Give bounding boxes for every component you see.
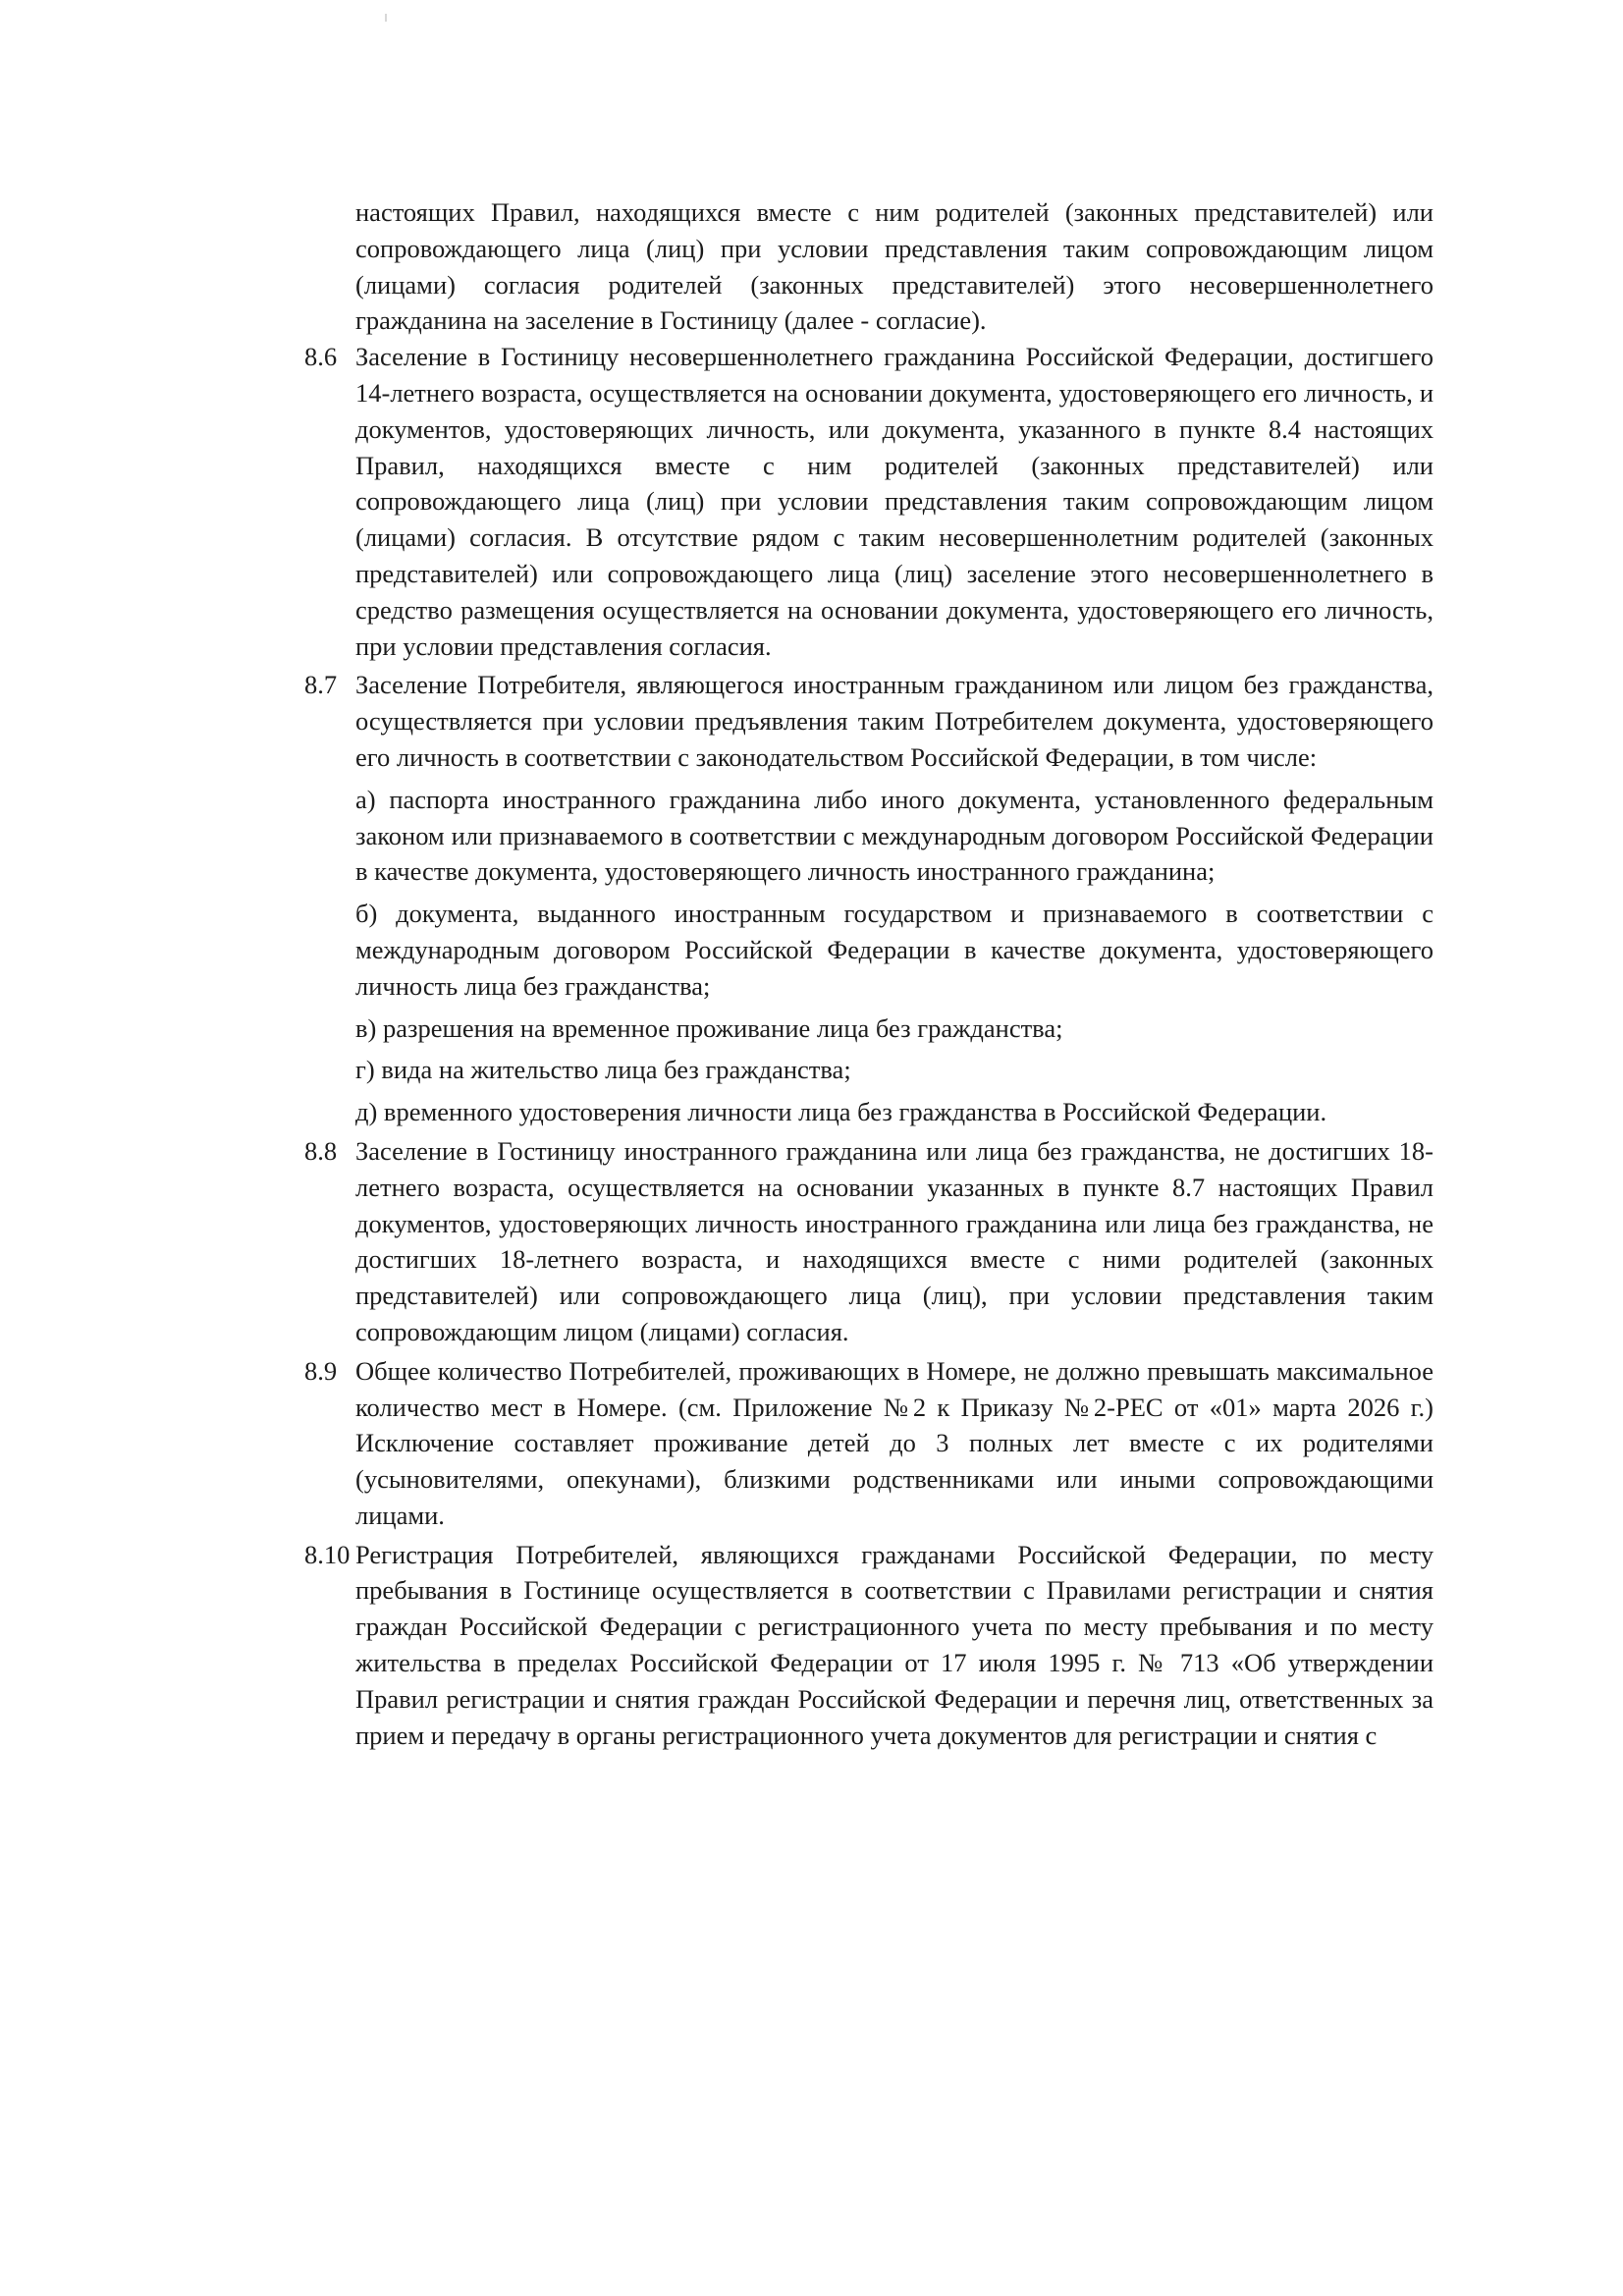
clause-number: 8.9: [304, 1355, 338, 1386]
subitem-a: а) паспорта иностранного гражданина либо иного документа, установленного федеральным законом или признаваемого в соответствии с международным договором Российской Федерации в качестве документа, удостоверяющего личность иностранного гражданина;: [355, 784, 1434, 887]
clause-text: Общее количество Потребителей, проживающих в Номере, не должно превышать максимальное количество мест в Номере. (см. Приложение №2 к Приказу №2-РЕС от «01» марта 2026 г.) Исключение составляет проживание детей до 3 полных лет вместе с их родителями (усыновителями, опекунами), близкими родственниками или иными сопровождающими лицами.: [355, 1355, 1434, 1530]
clause-number: 8.8: [304, 1135, 338, 1166]
clause-8-6: [304, 339, 1434, 664]
document-body: [304, 194, 1434, 1753]
intro-paragraph: настоящих Правил, находящихся вместе с ним родителей (законных представителей) или сопровождающего лица (лиц) при условии представления таким сопровождающим лицом (лицами) согласия родителей (законных представителей) этого несовершеннолетнего гражданина на заселение в Гостиницу (далее - согласие).: [355, 197, 1434, 336]
subitem-g: г) вида на жительство лица без гражданства;: [355, 1055, 851, 1085]
clause-number: 8.6: [304, 342, 338, 372]
subitem-b: б) документа, выданного иностранным государством и признаваемого в соответствии с международным договором Российской Федерации в качестве документа, удостоверяющего личность лица без гражданства;: [355, 899, 1434, 1001]
scan-speck: [385, 14, 387, 22]
clause-text: Регистрация Потребителей, являющихся гражданами Российской Федерации, по месту пребывания в Гостинице осуществляется в соответствии с Правилами регистрации и снятия граждан Российской Федерации с регистрационного учета по месту пребывания и по месту жительства в пределах Российской Федерации от 17 июля 1995 г. № 713 «Об утверждении Правил регистрации и снятия граждан Российской Федерации и перечня лиц, ответственных за прием и передачу в органы регистрационного учета документов для регистрации и снятия с: [355, 1539, 1434, 1750]
subitem-v: в) разрешения на временное проживание лица без гражданства;: [355, 1012, 1063, 1043]
clause-8-8: [304, 1133, 1434, 1350]
clause-text: Заселение в Гостиницу несовершеннолетнего гражданина Российской Федерации, достигшего 14-летнего возраста, осуществляется на основании документа, удостоверяющего его личность, и документов, удостоверяющих личность, или документа, указанного в пункте 8.4 настоящих Правил, находящихся вместе с ним родителей (законных представителей) или сопровождающего лица (лиц) при условии представления таким сопровождающим лицом (лицами) согласия. В отсутствие рядом с таким несовершеннолетним родителей (законных представителей) или сопровождающего лица (лиц) заселение этого несовершеннолетнего в средство размещения осуществляется на основании документа, удостоверяющего его личность, при условии представления согласия.: [355, 342, 1434, 661]
clause-text: Заселение в Гостиницу иностранного гражданина или лица без гражданства, не достигших 18-летнего возраста, осуществляется на основании указанных в пункте 8.7 настоящих Правил документов, удостоверяющих личность иностранного гражданина или лица без гражданства, не достигших 18-летнего возраста, и находящихся вместе с ними родителей (законных представителей) или сопровождающего лица (лиц), при условии представления таким сопровождающим лицом (лицами) согласия.: [355, 1135, 1434, 1346]
clause-8-7: [304, 667, 1434, 1130]
clause-number: 8.10: [304, 1539, 351, 1569]
clause-number: 8.7: [304, 670, 338, 700]
clause-8-10: [304, 1537, 1434, 1754]
clause-8-9: [304, 1353, 1434, 1534]
subitem-d: д) временного удостоверения личности лица без гражданства в Российской Федерации.: [355, 1097, 1327, 1127]
clause-text: Заселение Потребителя, являющегося иностранным гражданином или лицом без гражданства, осуществляется при условии предъявления таким Потребителем документа, удостоверяющего его личность в соответствии с законодательством Российской Федерации, в том числе:: [355, 670, 1434, 772]
